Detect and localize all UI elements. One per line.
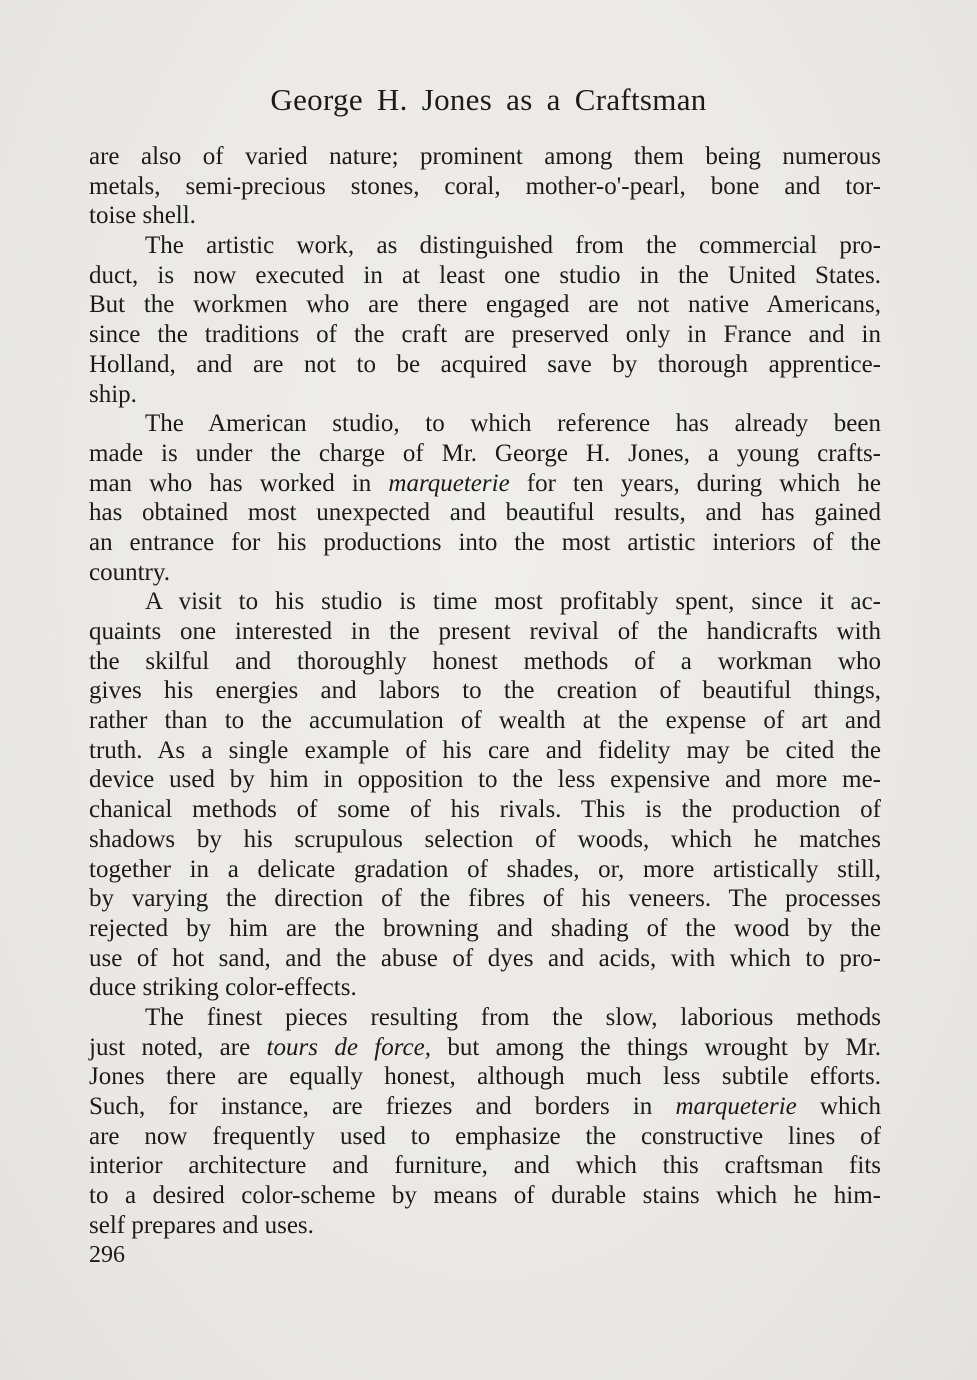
text-line: chanical methods of some of his rivals. This is the production of — [89, 796, 881, 824]
text-run: for ten years, during which he — [509, 469, 881, 497]
text-run: just noted, are — [89, 1033, 267, 1061]
text-line: gives his energies and labors to the creation of beautiful things, — [89, 677, 881, 705]
text-line: has obtained most unexpected and beautiful results, and has gained — [89, 499, 881, 527]
text-line: The American studio, to which reference has already been — [145, 410, 881, 438]
text-line: are also of varied nature; prominent among them being numerous — [89, 143, 881, 170]
paragraph-2 — [89, 231, 881, 409]
text-line: rejected by him are the browning and shading of the wood by the — [89, 914, 881, 942]
text-line: self prepares and uses. — [89, 1211, 314, 1239]
text-line: by varying the direction of the fibres of his veneers. The processes — [89, 885, 881, 913]
text-line: use of hot sand, and the abuse of dyes and acids, with which to pro- — [89, 944, 881, 972]
text-line: country. — [89, 558, 170, 586]
text-run: Such, for instance, are friezes and borders in — [89, 1093, 676, 1120]
text-line: made is under the charge of Mr. George H. Jones, a young crafts- — [89, 439, 881, 467]
text-line: metals, semi-precious stones, coral, mother-o'-pearl, bone and tor- — [89, 172, 881, 200]
text-line — [89, 1033, 881, 1063]
running-title: George H. Jones as a Craftsman — [270, 82, 707, 117]
text-line: to a desired color-scheme by means of durable stains which he him- — [89, 1182, 881, 1210]
text-line: interior architecture and furniture, and which this craftsman fits — [89, 1152, 881, 1180]
text-line: an entrance for his productions into the most artistic interiors of the — [89, 528, 881, 556]
text-line: The artistic work, as distinguished from the commercial pro- — [145, 232, 881, 260]
paragraph-4 — [89, 587, 881, 1003]
italic-term: tours de force, — [266, 1033, 431, 1061]
text-line: ship. — [89, 380, 137, 408]
text-line: duce striking color-effects. — [89, 974, 357, 1002]
text-line: shadows by his scrupulous selection of woods, which he matches — [89, 825, 881, 853]
text-line: device used by him in opposition to the less expensive and more me- — [89, 766, 881, 794]
italic-term: marqueterie — [675, 1093, 797, 1120]
text-line: are now frequently used to emphasize the constructive lines of — [89, 1122, 881, 1150]
text-line — [89, 469, 881, 499]
text-line: A visit to his studio is time most profitably spent, since it ac- — [145, 588, 881, 616]
paragraph-5 — [89, 1003, 881, 1241]
text-run: but among the things wrought by Mr. — [430, 1033, 881, 1061]
text-line: The finest pieces resulting from the slow, laborious methods — [145, 1003, 881, 1031]
paragraph-1 — [89, 142, 881, 231]
italic-term: marqueterie — [388, 469, 510, 497]
text-line — [89, 1092, 881, 1122]
text-line: rather than to the accumulation of wealth at the expense of art and — [89, 707, 881, 735]
text-line: Jones there are equally honest, although much less subtile efforts. — [89, 1063, 881, 1091]
text-line: together in a delicate gradation of shades, or, more artistically still, — [89, 855, 881, 883]
text-line: But the workmen who are there engaged are not native Americans, — [89, 291, 881, 319]
text-line: since the traditions of the craft are preserved only in France and in — [89, 321, 881, 349]
text-run: which — [796, 1093, 881, 1120]
text-run: man who has worked in — [89, 469, 389, 497]
page-number: 296 — [89, 1242, 125, 1268]
text-line: Holland, and are not to be acquired save by thorough apprentice- — [89, 350, 881, 378]
body-text — [89, 142, 881, 1240]
text-line: the skilful and thoroughly honest methods of a workman who — [89, 647, 881, 675]
text-line: quaints one interested in the present revival of the handicrafts with — [89, 618, 881, 645]
text-line: duct, is now executed in at least one studio in the United States. — [89, 261, 881, 289]
text-line: toise shell. — [89, 202, 196, 230]
text-line: truth. As a single example of his care and fidelity may be cited the — [89, 736, 881, 764]
paragraph-3 — [89, 409, 881, 587]
